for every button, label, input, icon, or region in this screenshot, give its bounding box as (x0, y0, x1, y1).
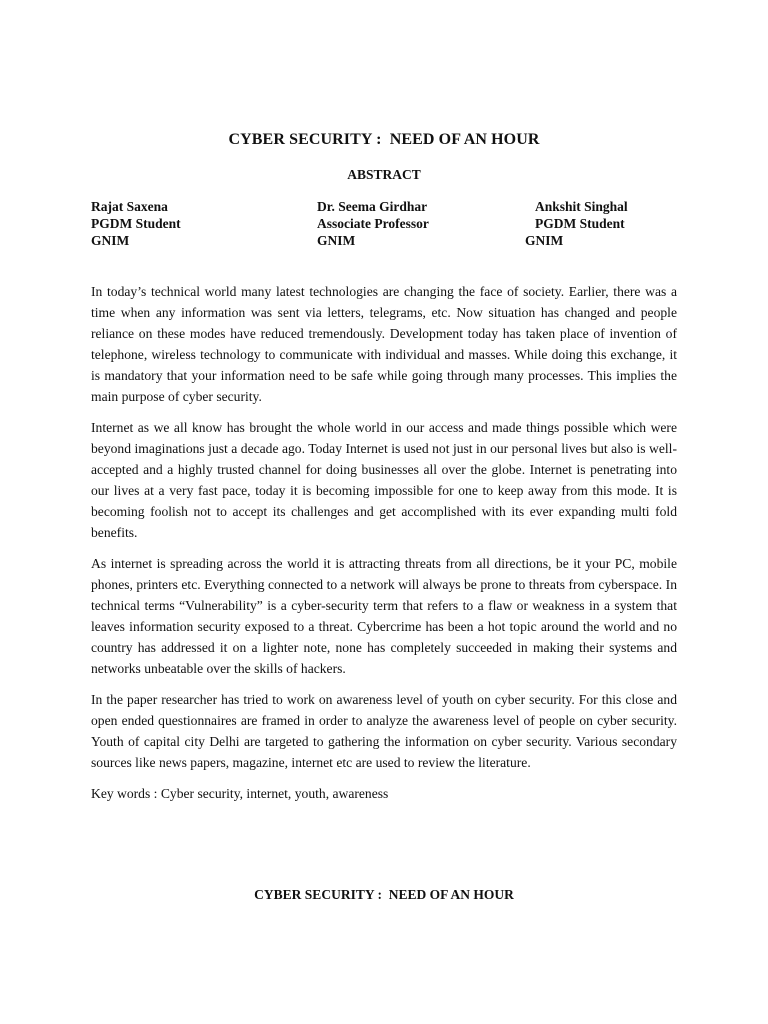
abstract-paragraph: In today’s technical world many latest technologies are changing the face of society. Earlier, there was a time when any information was sent via letters, telegrams, etc. Now situation has changed and people reliance on these modes have reduced tremendously. Development today has taken place of invention of telephone, wireless technology to communicate with individual and masses. While doing this exchange, it is mandatory that your information need to be safe while going through many processes. This implies the main purpose of cyber security. (91, 284, 677, 404)
abstract-body (91, 281, 677, 814)
abstract-paragraph: Internet as we all know has brought the whole world in our access and made things possible which were beyond imaginations just a decade ago. Today Internet is used not just in our personal lives but also is well-accepted and a highly trusted channel for doing businesses all over the globe. Internet is penetrating into our lives at a very fast pace, today it is becoming impossible for one to keep away from this mode. It is becoming foolish not to accept its challenges and get accomplished with its ever expanding multi fold benefits. (91, 420, 677, 540)
author-affiliation: GNIM (317, 233, 356, 248)
abstract-heading: ABSTRACT (347, 167, 421, 182)
author-block (525, 198, 628, 249)
keywords: Key words : Cyber security, internet, youth, awareness (91, 786, 389, 801)
author-affiliation: GNIM (91, 233, 130, 248)
author-name: Rajat Saxena (91, 199, 168, 214)
abstract-paragraph: As internet is spreading across the world it is attracting threats from all directions, be it your PC, mobile phones, printers etc. Everything connected to a network will always be prone to threats from cyberspace. In technical terms “Vulnerability” is a cyber-security term that refers to a flaw or weakness in a system that leaves information security exposed to a threat. Cybercrime has been a hot topic around the world and no country has addressed it on a lighter note, none has completely succeeded in making their systems and networks unbeatable over the skills of hackers. (91, 556, 677, 676)
author-role: Associate Professor (317, 216, 429, 231)
author-block (317, 198, 429, 249)
section-heading: CYBER SECURITY : NEED OF AN HOUR (254, 887, 514, 902)
paper-title: CYBER SECURITY : NEED OF AN HOUR (228, 131, 540, 148)
author-role: PGDM Student (91, 216, 181, 231)
author-name: Dr. Seema Girdhar (317, 199, 428, 214)
author-block (91, 198, 181, 249)
author-name: Ankshit Singhal (535, 199, 628, 214)
author-affiliation: GNIM (525, 233, 564, 248)
abstract-paragraph: In the paper researcher has tried to work on awareness level of youth on cyber security. For this close and open ended questionnaires are framed in order to analyze the awareness level of people on cyber security. Youth of capital city Delhi are targeted to gathering the information on cyber security. Various secondary sources like news papers, magazine, internet etc are used to review the literature. (91, 692, 677, 770)
author-role: PGDM Student (535, 216, 625, 231)
